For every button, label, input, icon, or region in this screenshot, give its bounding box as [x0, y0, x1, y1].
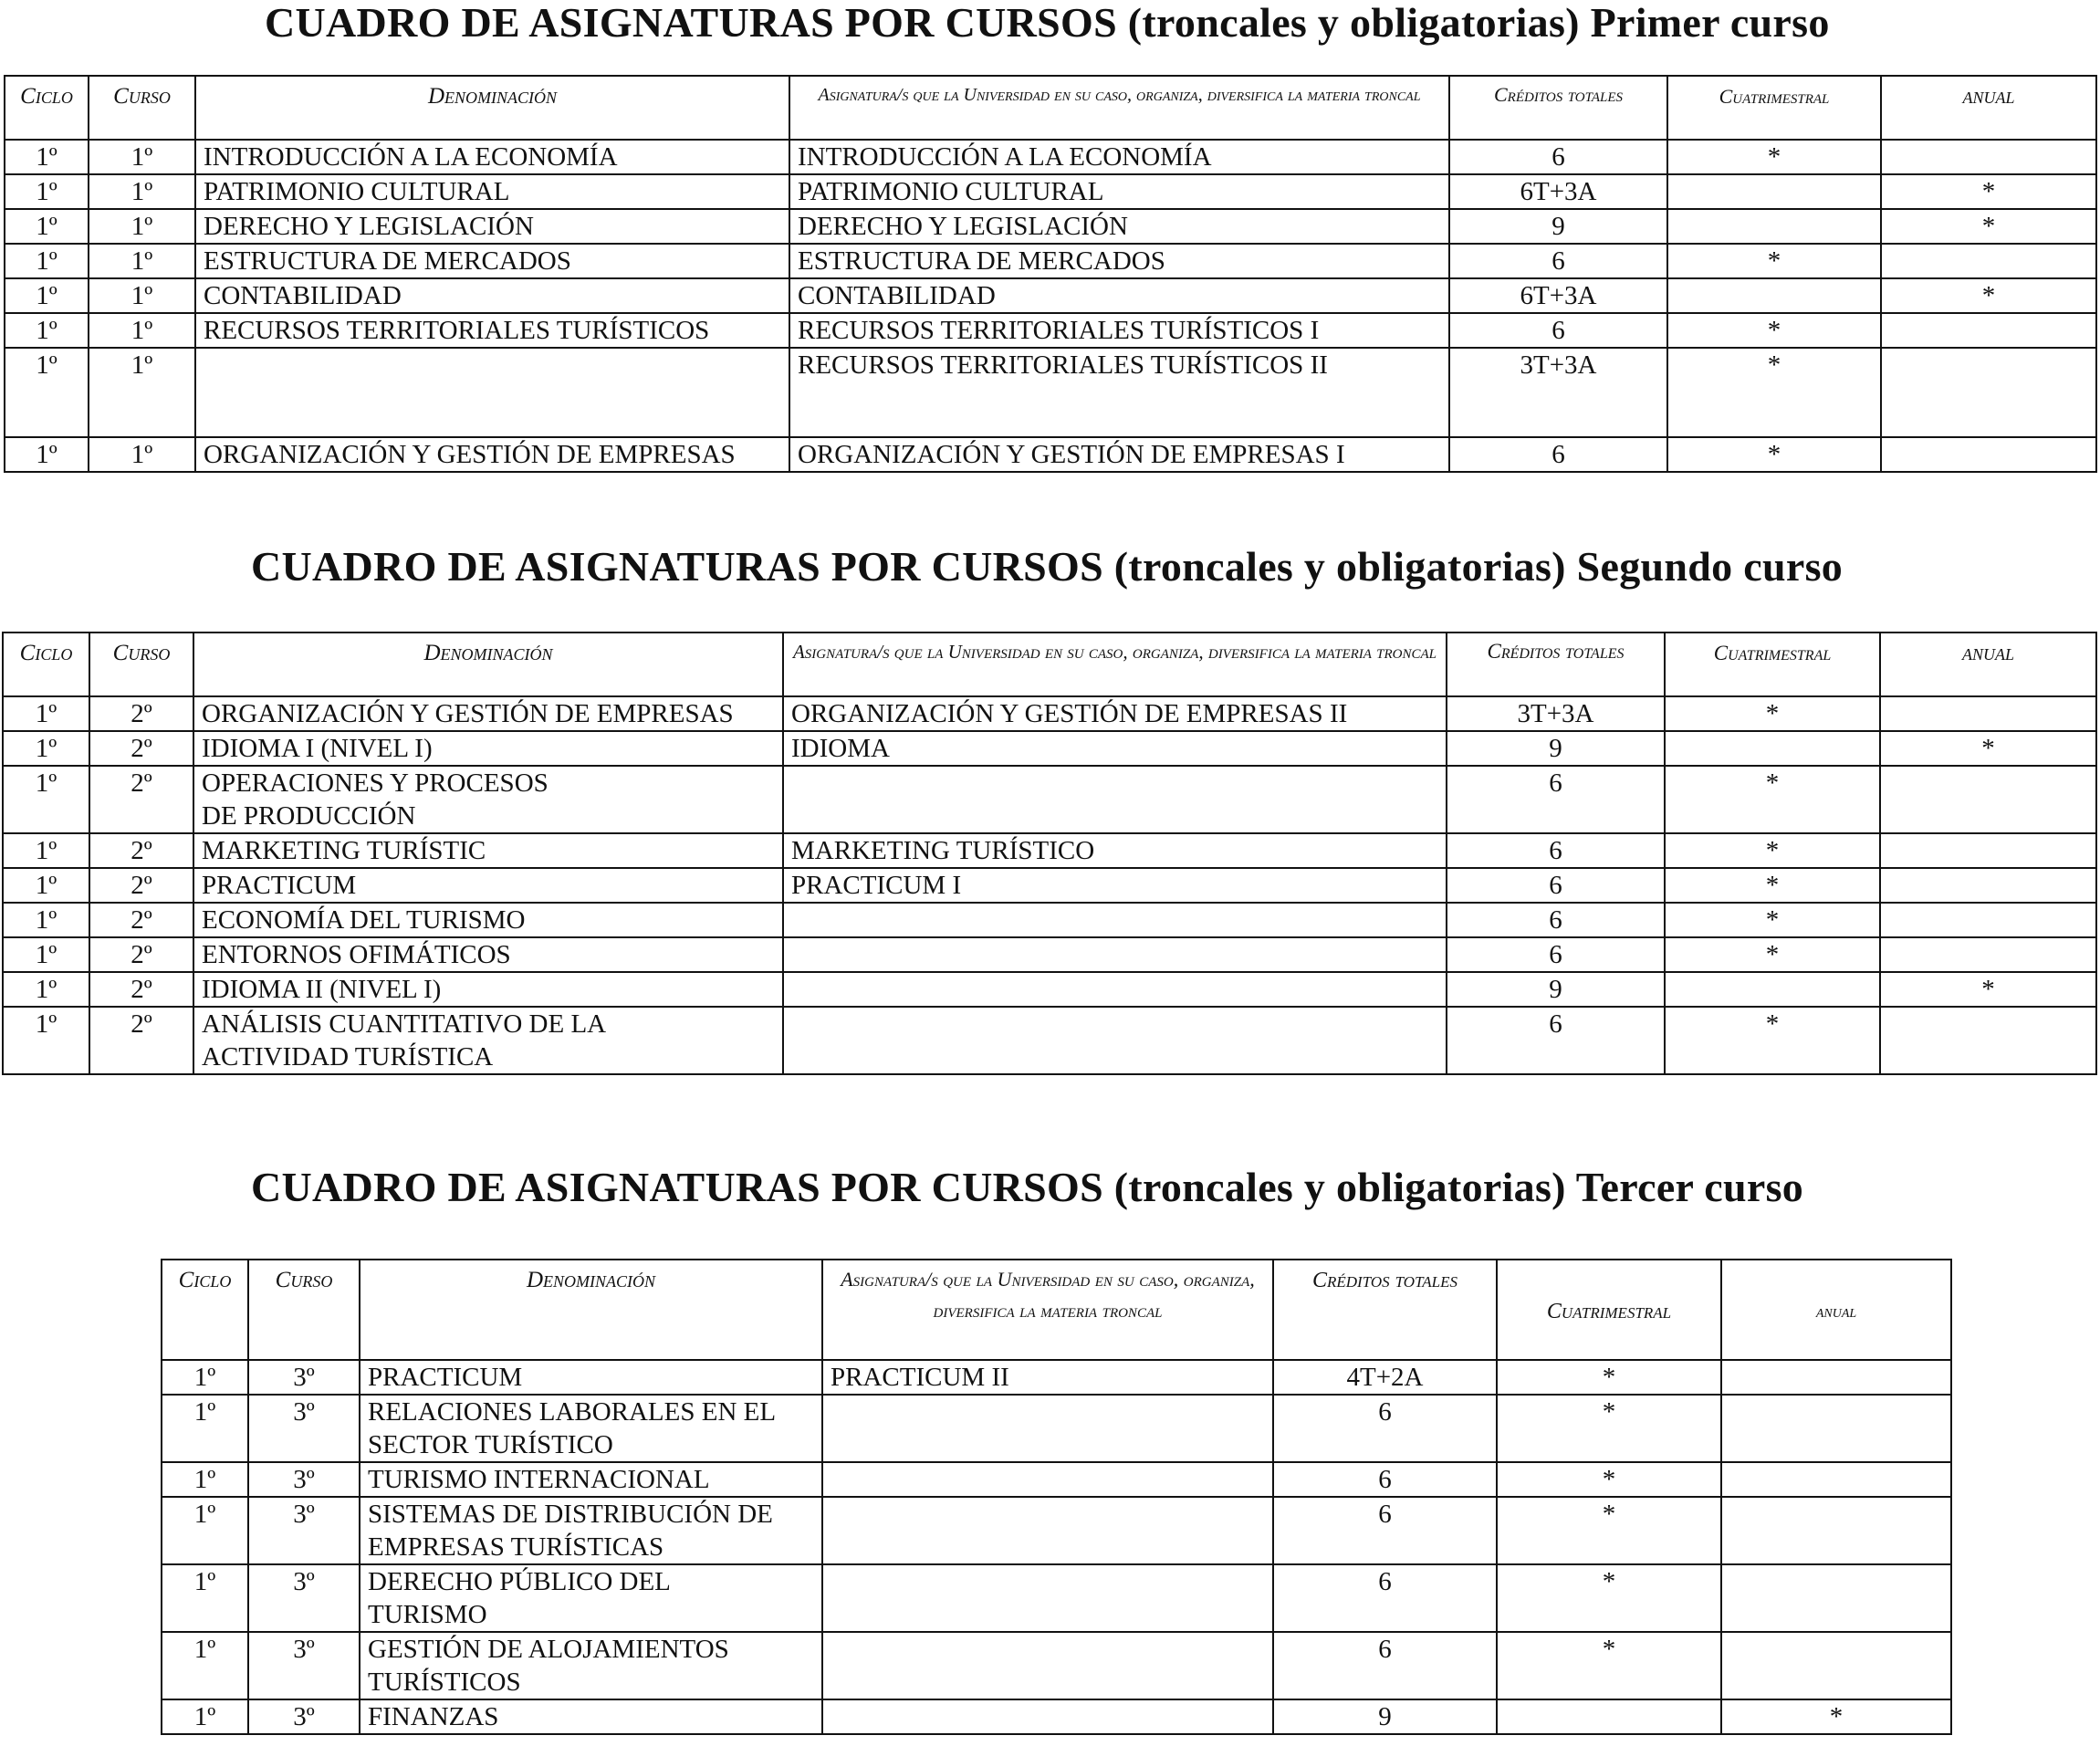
- cell-cuatrimestral: [1667, 174, 1881, 209]
- cell-curso: 2º: [89, 972, 193, 1007]
- header-asignatura: Asignatura/s que la Universidad en su caso, organiza, diversifica la materia troncal: [822, 1260, 1273, 1360]
- cell-asignatura: MARKETING TURÍSTICO: [783, 833, 1447, 868]
- cell-ciclo: 1º: [162, 1462, 248, 1497]
- cell-cuatrimestral: *: [1497, 1497, 1721, 1564]
- table-row: [3, 937, 2096, 972]
- cell-cuatrimestral: *: [1665, 903, 1880, 937]
- cell-denominacion: [195, 348, 789, 437]
- cell-denominacion: ECONOMÍA DEL TURISMO: [193, 903, 783, 937]
- table-row: [162, 1360, 1951, 1395]
- cell-anual: [1880, 868, 2096, 903]
- cell-anual: *: [1881, 174, 2096, 209]
- cell-denominacion: ORGANIZACIÓN Y GESTIÓN DE EMPRESAS: [193, 696, 783, 731]
- cell-denominacion: PATRIMONIO CULTURAL: [195, 174, 789, 209]
- cell-creditos: 4T+2A: [1273, 1360, 1497, 1395]
- cell-ciclo: 1º: [162, 1360, 248, 1395]
- cell-curso: 3º: [248, 1564, 360, 1632]
- cell-asignatura: [822, 1462, 1273, 1497]
- cell-creditos: 6: [1447, 1007, 1665, 1074]
- cell-anual: [1880, 766, 2096, 833]
- table-row: [3, 972, 2096, 1007]
- table-row: [3, 731, 2096, 766]
- cell-curso: 2º: [89, 766, 193, 833]
- cell-creditos: 3T+3A: [1449, 348, 1667, 437]
- cell-creditos: 6: [1447, 937, 1665, 972]
- cell-anual: [1881, 140, 2096, 174]
- cell-denominacion: CONTABILIDAD: [195, 278, 789, 313]
- cell-cuatrimestral: *: [1665, 1007, 1880, 1074]
- cell-asignatura: CONTABILIDAD: [789, 278, 1449, 313]
- cell-creditos: 6T+3A: [1449, 278, 1667, 313]
- cell-creditos: 9: [1447, 972, 1665, 1007]
- cell-creditos: 6: [1273, 1395, 1497, 1462]
- table-row: [3, 696, 2096, 731]
- cell-denominacion: SISTEMAS DE DISTRIBUCIÓN DE EMPRESAS TURÍSTICAS: [360, 1497, 822, 1564]
- cell-creditos: 6: [1449, 437, 1667, 472]
- cell-asignatura: [822, 1632, 1273, 1699]
- cell-denominacion: RECURSOS TERRITORIALES TURÍSTICOS: [195, 313, 789, 348]
- cell-curso: 2º: [89, 903, 193, 937]
- cell-ciclo: 1º: [5, 174, 89, 209]
- cell-denominacion: ENTORNOS OFIMÁTICOS: [193, 937, 783, 972]
- header-anual: anual: [1721, 1260, 1951, 1360]
- cell-asignatura: ORGANIZACIÓN Y GESTIÓN DE EMPRESAS II: [783, 696, 1447, 731]
- header-curso: Curso: [248, 1260, 360, 1360]
- cell-cuatrimestral: *: [1497, 1564, 1721, 1632]
- cell-denominacion: DERECHO PÚBLICO DEL TURISMO: [360, 1564, 822, 1632]
- cell-creditos: 6: [1449, 140, 1667, 174]
- table-header-row: [3, 633, 2096, 696]
- table-row: [162, 1632, 1951, 1699]
- cell-cuatrimestral: *: [1665, 868, 1880, 903]
- cell-ciclo: 1º: [3, 731, 89, 766]
- table-row: [5, 244, 2096, 278]
- cell-anual: [1721, 1497, 1951, 1564]
- header-asignatura: Asignatura/s que la Universidad en su caso, organiza, diversifica la materia troncal: [783, 633, 1447, 696]
- cell-creditos: 9: [1447, 731, 1665, 766]
- cell-denominacion: FINANZAS: [360, 1699, 822, 1734]
- cell-creditos: 6: [1273, 1462, 1497, 1497]
- cell-ciclo: 1º: [5, 313, 89, 348]
- cell-creditos: 9: [1449, 209, 1667, 244]
- cell-denominacion: TURISMO INTERNACIONAL: [360, 1462, 822, 1497]
- cell-ciclo: 1º: [3, 972, 89, 1007]
- cell-cuatrimestral: [1665, 972, 1880, 1007]
- cell-curso: 1º: [89, 278, 195, 313]
- cell-cuatrimestral: [1497, 1699, 1721, 1734]
- header-curso: Curso: [89, 633, 193, 696]
- section-title-main: CUADRO DE ASIGNATURAS POR CURSOS: [251, 543, 1103, 590]
- cell-ciclo: 1º: [3, 903, 89, 937]
- table-row: [3, 1007, 2096, 1074]
- section-title-sub: (troncales y obligatorias) Segundo curso: [1113, 543, 1844, 590]
- table-row: [5, 348, 2096, 437]
- cell-cuatrimestral: *: [1665, 696, 1880, 731]
- table-row: [5, 437, 2096, 472]
- table-body: [162, 1360, 1951, 1734]
- cell-asignatura: [822, 1564, 1273, 1632]
- cell-ciclo: 1º: [162, 1564, 248, 1632]
- header-creditos: Créditos totales: [1273, 1260, 1497, 1360]
- cell-anual: [1880, 937, 2096, 972]
- table-row: [3, 833, 2096, 868]
- table-header-row: [5, 76, 2096, 140]
- cell-denominacion: ESTRUCTURA DE MERCADOS: [195, 244, 789, 278]
- cell-curso: 3º: [248, 1497, 360, 1564]
- table-primer-curso: [4, 75, 2097, 473]
- header-curso: Curso: [89, 76, 195, 140]
- cell-ciclo: 1º: [162, 1395, 248, 1462]
- header-asignatura: Asignatura/s que la Universidad en su caso, organiza, diversifica la materia troncal: [789, 76, 1449, 140]
- cell-ciclo: 1º: [3, 937, 89, 972]
- cell-curso: 1º: [89, 174, 195, 209]
- cell-creditos: 6: [1273, 1497, 1497, 1564]
- cell-asignatura: PRACTICUM II: [822, 1360, 1273, 1395]
- table-segundo-curso: [2, 632, 2097, 1075]
- header-cuatrimestral: Cuatrimestral: [1667, 76, 1881, 140]
- table-row: [162, 1699, 1951, 1734]
- table-row: [5, 278, 2096, 313]
- cell-anual: [1880, 1007, 2096, 1074]
- cell-creditos: 6: [1447, 833, 1665, 868]
- table-body: [5, 140, 2096, 472]
- cell-ciclo: 1º: [3, 833, 89, 868]
- cell-cuatrimestral: *: [1497, 1360, 1721, 1395]
- cell-cuatrimestral: *: [1667, 244, 1881, 278]
- section-title-main: CUADRO DE ASIGNATURAS POR CURSOS: [251, 1164, 1103, 1210]
- cell-curso: 2º: [89, 868, 193, 903]
- cell-cuatrimestral: *: [1667, 348, 1881, 437]
- cell-curso: 3º: [248, 1462, 360, 1497]
- cell-ciclo: 1º: [162, 1632, 248, 1699]
- cell-denominacion: RELACIONES LABORALES EN EL SECTOR TURÍSTICO: [360, 1395, 822, 1462]
- cell-asignatura: [783, 766, 1447, 833]
- cell-asignatura: INTRODUCCIÓN A LA ECONOMÍA: [789, 140, 1449, 174]
- cell-asignatura: [822, 1497, 1273, 1564]
- table-tercer-curso: [161, 1259, 1952, 1735]
- cell-denominacion: IDIOMA I (NIVEL I): [193, 731, 783, 766]
- cell-creditos: 9: [1273, 1699, 1497, 1734]
- cell-ciclo: 1º: [162, 1699, 248, 1734]
- cell-curso: 3º: [248, 1632, 360, 1699]
- cell-denominacion: ORGANIZACIÓN Y GESTIÓN DE EMPRESAS: [195, 437, 789, 472]
- section-title-sub: (troncales y obligatorias) Primer curso: [1127, 0, 1830, 46]
- cell-asignatura: [822, 1395, 1273, 1462]
- cell-cuatrimestral: *: [1665, 766, 1880, 833]
- header-ciclo: Ciclo: [3, 633, 89, 696]
- header-creditos: Créditos totales: [1449, 76, 1667, 140]
- section-title-tercer-curso: [251, 1166, 1803, 1208]
- header-creditos: Créditos totales: [1447, 633, 1665, 696]
- cell-curso: 1º: [89, 209, 195, 244]
- cell-asignatura: RECURSOS TERRITORIALES TURÍSTICOS I: [789, 313, 1449, 348]
- cell-cuatrimestral: *: [1667, 140, 1881, 174]
- cell-creditos: 6: [1447, 903, 1665, 937]
- cell-ciclo: 1º: [5, 348, 89, 437]
- cell-curso: 2º: [89, 731, 193, 766]
- header-cuatrimestral: Cuatrimestral: [1497, 1260, 1721, 1360]
- cell-ciclo: 1º: [162, 1497, 248, 1564]
- cell-curso: 1º: [89, 437, 195, 472]
- header-denominacion: Denominación: [193, 633, 783, 696]
- cell-anual: [1881, 348, 2096, 437]
- cell-cuatrimestral: *: [1667, 313, 1881, 348]
- cell-curso: 1º: [89, 348, 195, 437]
- cell-anual: [1881, 244, 2096, 278]
- section-title-primer-curso: [265, 2, 1830, 44]
- cell-asignatura: [783, 972, 1447, 1007]
- cell-anual: [1881, 313, 2096, 348]
- cell-curso: 2º: [89, 833, 193, 868]
- cell-creditos: 6: [1447, 766, 1665, 833]
- cell-asignatura: [822, 1699, 1273, 1734]
- cell-creditos: 6: [1449, 244, 1667, 278]
- cell-cuatrimestral: *: [1667, 437, 1881, 472]
- cell-cuatrimestral: *: [1665, 833, 1880, 868]
- table-row: [5, 209, 2096, 244]
- cell-denominacion: PRACTICUM: [193, 868, 783, 903]
- cell-anual: *: [1881, 278, 2096, 313]
- cell-ciclo: 1º: [5, 244, 89, 278]
- cell-asignatura: PATRIMONIO CULTURAL: [789, 174, 1449, 209]
- cell-anual: [1880, 696, 2096, 731]
- cell-anual: *: [1721, 1699, 1951, 1734]
- cell-asignatura: DERECHO Y LEGISLACIÓN: [789, 209, 1449, 244]
- cell-creditos: 6: [1273, 1632, 1497, 1699]
- cell-asignatura: [783, 937, 1447, 972]
- cell-denominacion: GESTIÓN DE ALOJAMIENTOS TURÍSTICOS: [360, 1632, 822, 1699]
- cell-cuatrimestral: [1667, 209, 1881, 244]
- table-row: [162, 1462, 1951, 1497]
- cell-ciclo: 1º: [3, 696, 89, 731]
- table-row: [5, 313, 2096, 348]
- cell-anual: *: [1881, 209, 2096, 244]
- cell-asignatura: [783, 1007, 1447, 1074]
- cell-ciclo: 1º: [5, 437, 89, 472]
- cell-ciclo: 1º: [5, 209, 89, 244]
- cell-anual: *: [1880, 731, 2096, 766]
- cell-curso: 2º: [89, 696, 193, 731]
- table-row: [3, 766, 2096, 833]
- cell-asignatura: [783, 903, 1447, 937]
- cell-curso: 3º: [248, 1395, 360, 1462]
- table-body: [3, 696, 2096, 1074]
- cell-creditos: 3T+3A: [1447, 696, 1665, 731]
- cell-creditos: 6T+3A: [1449, 174, 1667, 209]
- cell-asignatura: ORGANIZACIÓN Y GESTIÓN DE EMPRESAS I: [789, 437, 1449, 472]
- cell-curso: 1º: [89, 140, 195, 174]
- cell-ciclo: 1º: [3, 1007, 89, 1074]
- cell-asignatura: ESTRUCTURA DE MERCADOS: [789, 244, 1449, 278]
- cell-curso: 1º: [89, 313, 195, 348]
- table-row: [162, 1564, 1951, 1632]
- cell-curso: 3º: [248, 1360, 360, 1395]
- cell-anual: [1721, 1395, 1951, 1462]
- cell-creditos: 6: [1449, 313, 1667, 348]
- cell-creditos: 6: [1273, 1564, 1497, 1632]
- header-anual: anual: [1880, 633, 2096, 696]
- cell-ciclo: 1º: [5, 278, 89, 313]
- cell-curso: 3º: [248, 1699, 360, 1734]
- cell-denominacion: IDIOMA II (NIVEL I): [193, 972, 783, 1007]
- table-row: [162, 1497, 1951, 1564]
- cell-cuatrimestral: [1667, 278, 1881, 313]
- cell-anual: [1721, 1564, 1951, 1632]
- cell-anual: [1721, 1632, 1951, 1699]
- table-header-row: [162, 1260, 1951, 1360]
- table-row: [162, 1395, 1951, 1462]
- cell-asignatura: IDIOMA: [783, 731, 1447, 766]
- section-title-segundo-curso: [251, 543, 1844, 590]
- cell-denominacion: DERECHO Y LEGISLACIÓN: [195, 209, 789, 244]
- cell-cuatrimestral: *: [1497, 1395, 1721, 1462]
- cell-asignatura: PRACTICUM I: [783, 868, 1447, 903]
- cell-asignatura: RECURSOS TERRITORIALES TURÍSTICOS II: [789, 348, 1449, 437]
- cell-cuatrimestral: *: [1665, 937, 1880, 972]
- cell-denominacion: INTRODUCCIÓN A LA ECONOMÍA: [195, 140, 789, 174]
- section-title-main: CUADRO DE ASIGNATURAS POR CURSOS: [265, 0, 1117, 46]
- cell-anual: [1721, 1360, 1951, 1395]
- cell-denominacion: PRACTICUM: [360, 1360, 822, 1395]
- table-row: [3, 868, 2096, 903]
- cell-ciclo: 1º: [3, 766, 89, 833]
- header-ciclo: Ciclo: [5, 76, 89, 140]
- cell-ciclo: 1º: [5, 140, 89, 174]
- cell-curso: 2º: [89, 1007, 193, 1074]
- cell-anual: [1721, 1462, 1951, 1497]
- cell-denominacion: ANÁLISIS CUANTITATIVO DE LA ACTIVIDAD TURÍSTICA: [193, 1007, 783, 1074]
- header-ciclo: Ciclo: [162, 1260, 248, 1360]
- cell-anual: [1880, 903, 2096, 937]
- section-title-sub: (troncales y obligatorias) Tercer curso: [1113, 1164, 1804, 1210]
- cell-anual: [1880, 833, 2096, 868]
- cell-ciclo: 1º: [3, 868, 89, 903]
- cell-anual: *: [1880, 972, 2096, 1007]
- cell-denominacion: MARKETING TURÍSTIC: [193, 833, 783, 868]
- header-anual: anual: [1881, 76, 2096, 140]
- cell-cuatrimestral: *: [1497, 1462, 1721, 1497]
- cell-curso: 2º: [89, 937, 193, 972]
- table-row: [3, 903, 2096, 937]
- cell-creditos: 6: [1447, 868, 1665, 903]
- table-row: [5, 174, 2096, 209]
- header-denominacion: Denominación: [195, 76, 789, 140]
- cell-denominacion: OPERACIONES Y PROCESOS DE PRODUCCIÓN: [193, 766, 783, 833]
- cell-anual: [1881, 437, 2096, 472]
- table-row: [5, 140, 2096, 174]
- header-cuatrimestral: Cuatrimestral: [1665, 633, 1880, 696]
- cell-curso: 1º: [89, 244, 195, 278]
- cell-cuatrimestral: *: [1497, 1632, 1721, 1699]
- cell-cuatrimestral: [1665, 731, 1880, 766]
- header-denominacion: Denominación: [360, 1260, 822, 1360]
